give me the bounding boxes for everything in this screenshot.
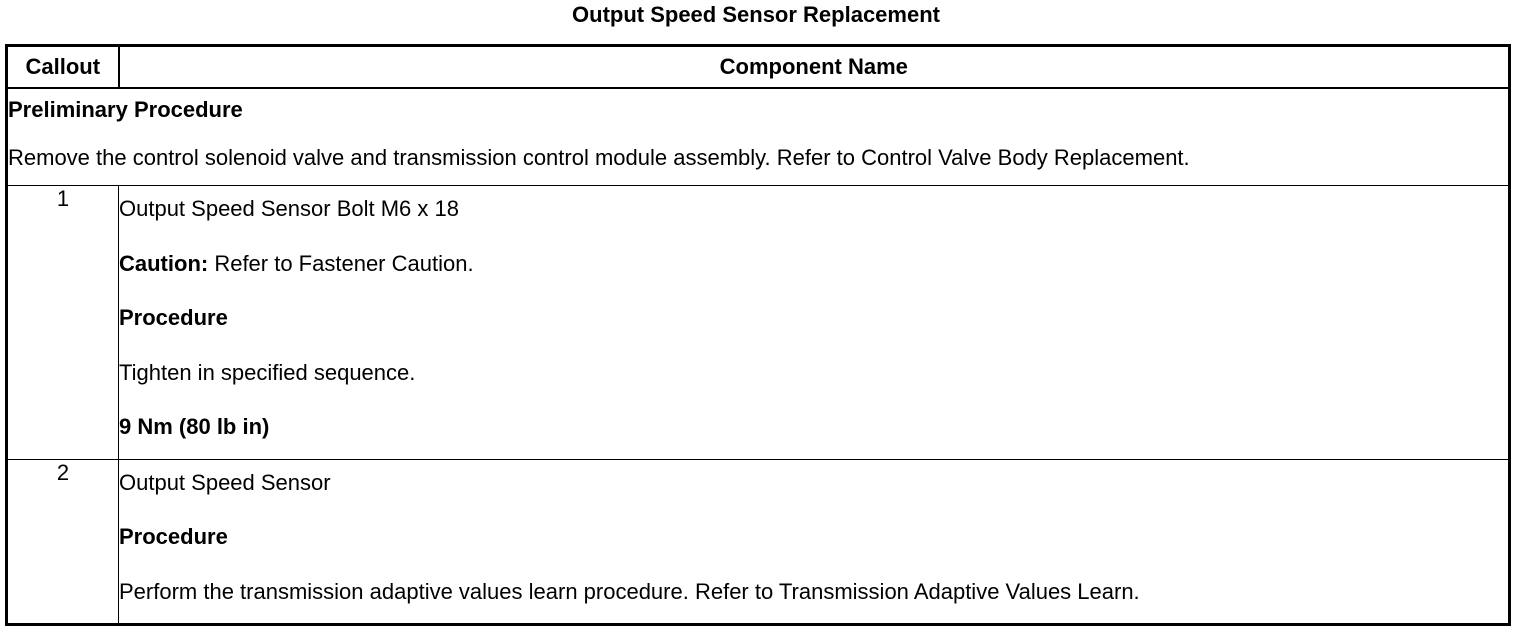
procedure-text: Tighten in specified sequence.: [119, 359, 416, 385]
table-header-row: [7, 46, 1510, 89]
preliminary-cell: [7, 88, 1510, 186]
procedure-heading: Procedure: [119, 305, 228, 330]
preliminary-heading: Preliminary Procedure: [8, 97, 243, 122]
component-cell: [119, 459, 1510, 625]
component-cell: [119, 186, 1510, 460]
caution-text: Refer to Fastener Caution.: [208, 250, 474, 276]
torque-spec: 9 Nm (80 lb in): [119, 414, 270, 439]
page-title: Output Speed Sensor Replacement: [572, 2, 940, 27]
table-row: [7, 459, 1510, 625]
caution-label: Caution:: [119, 250, 209, 276]
component-name: Output Speed Sensor Bolt M6 x 18: [119, 196, 459, 221]
procedure-heading: Procedure: [119, 524, 228, 549]
callout-column-header: Callout: [7, 46, 119, 89]
procedure-text: Perform the transmission adaptive values learn procedure. Refer to Transmission Adaptive Values Learn.: [119, 578, 1140, 604]
preliminary-text: Remove the control solenoid valve and transmission control module assembly. Refer to Control Valve Body Replacement.: [8, 145, 1190, 170]
preliminary-row: [7, 88, 1510, 186]
callout-number: 2: [7, 459, 119, 625]
table-row: [7, 186, 1510, 460]
component-name-column-header: Component Name: [119, 46, 1510, 89]
procedure-table: [5, 44, 1511, 626]
caution-line: [119, 241, 1508, 296]
callout-number: 1: [7, 186, 119, 460]
component-name: Output Speed Sensor: [119, 469, 331, 495]
